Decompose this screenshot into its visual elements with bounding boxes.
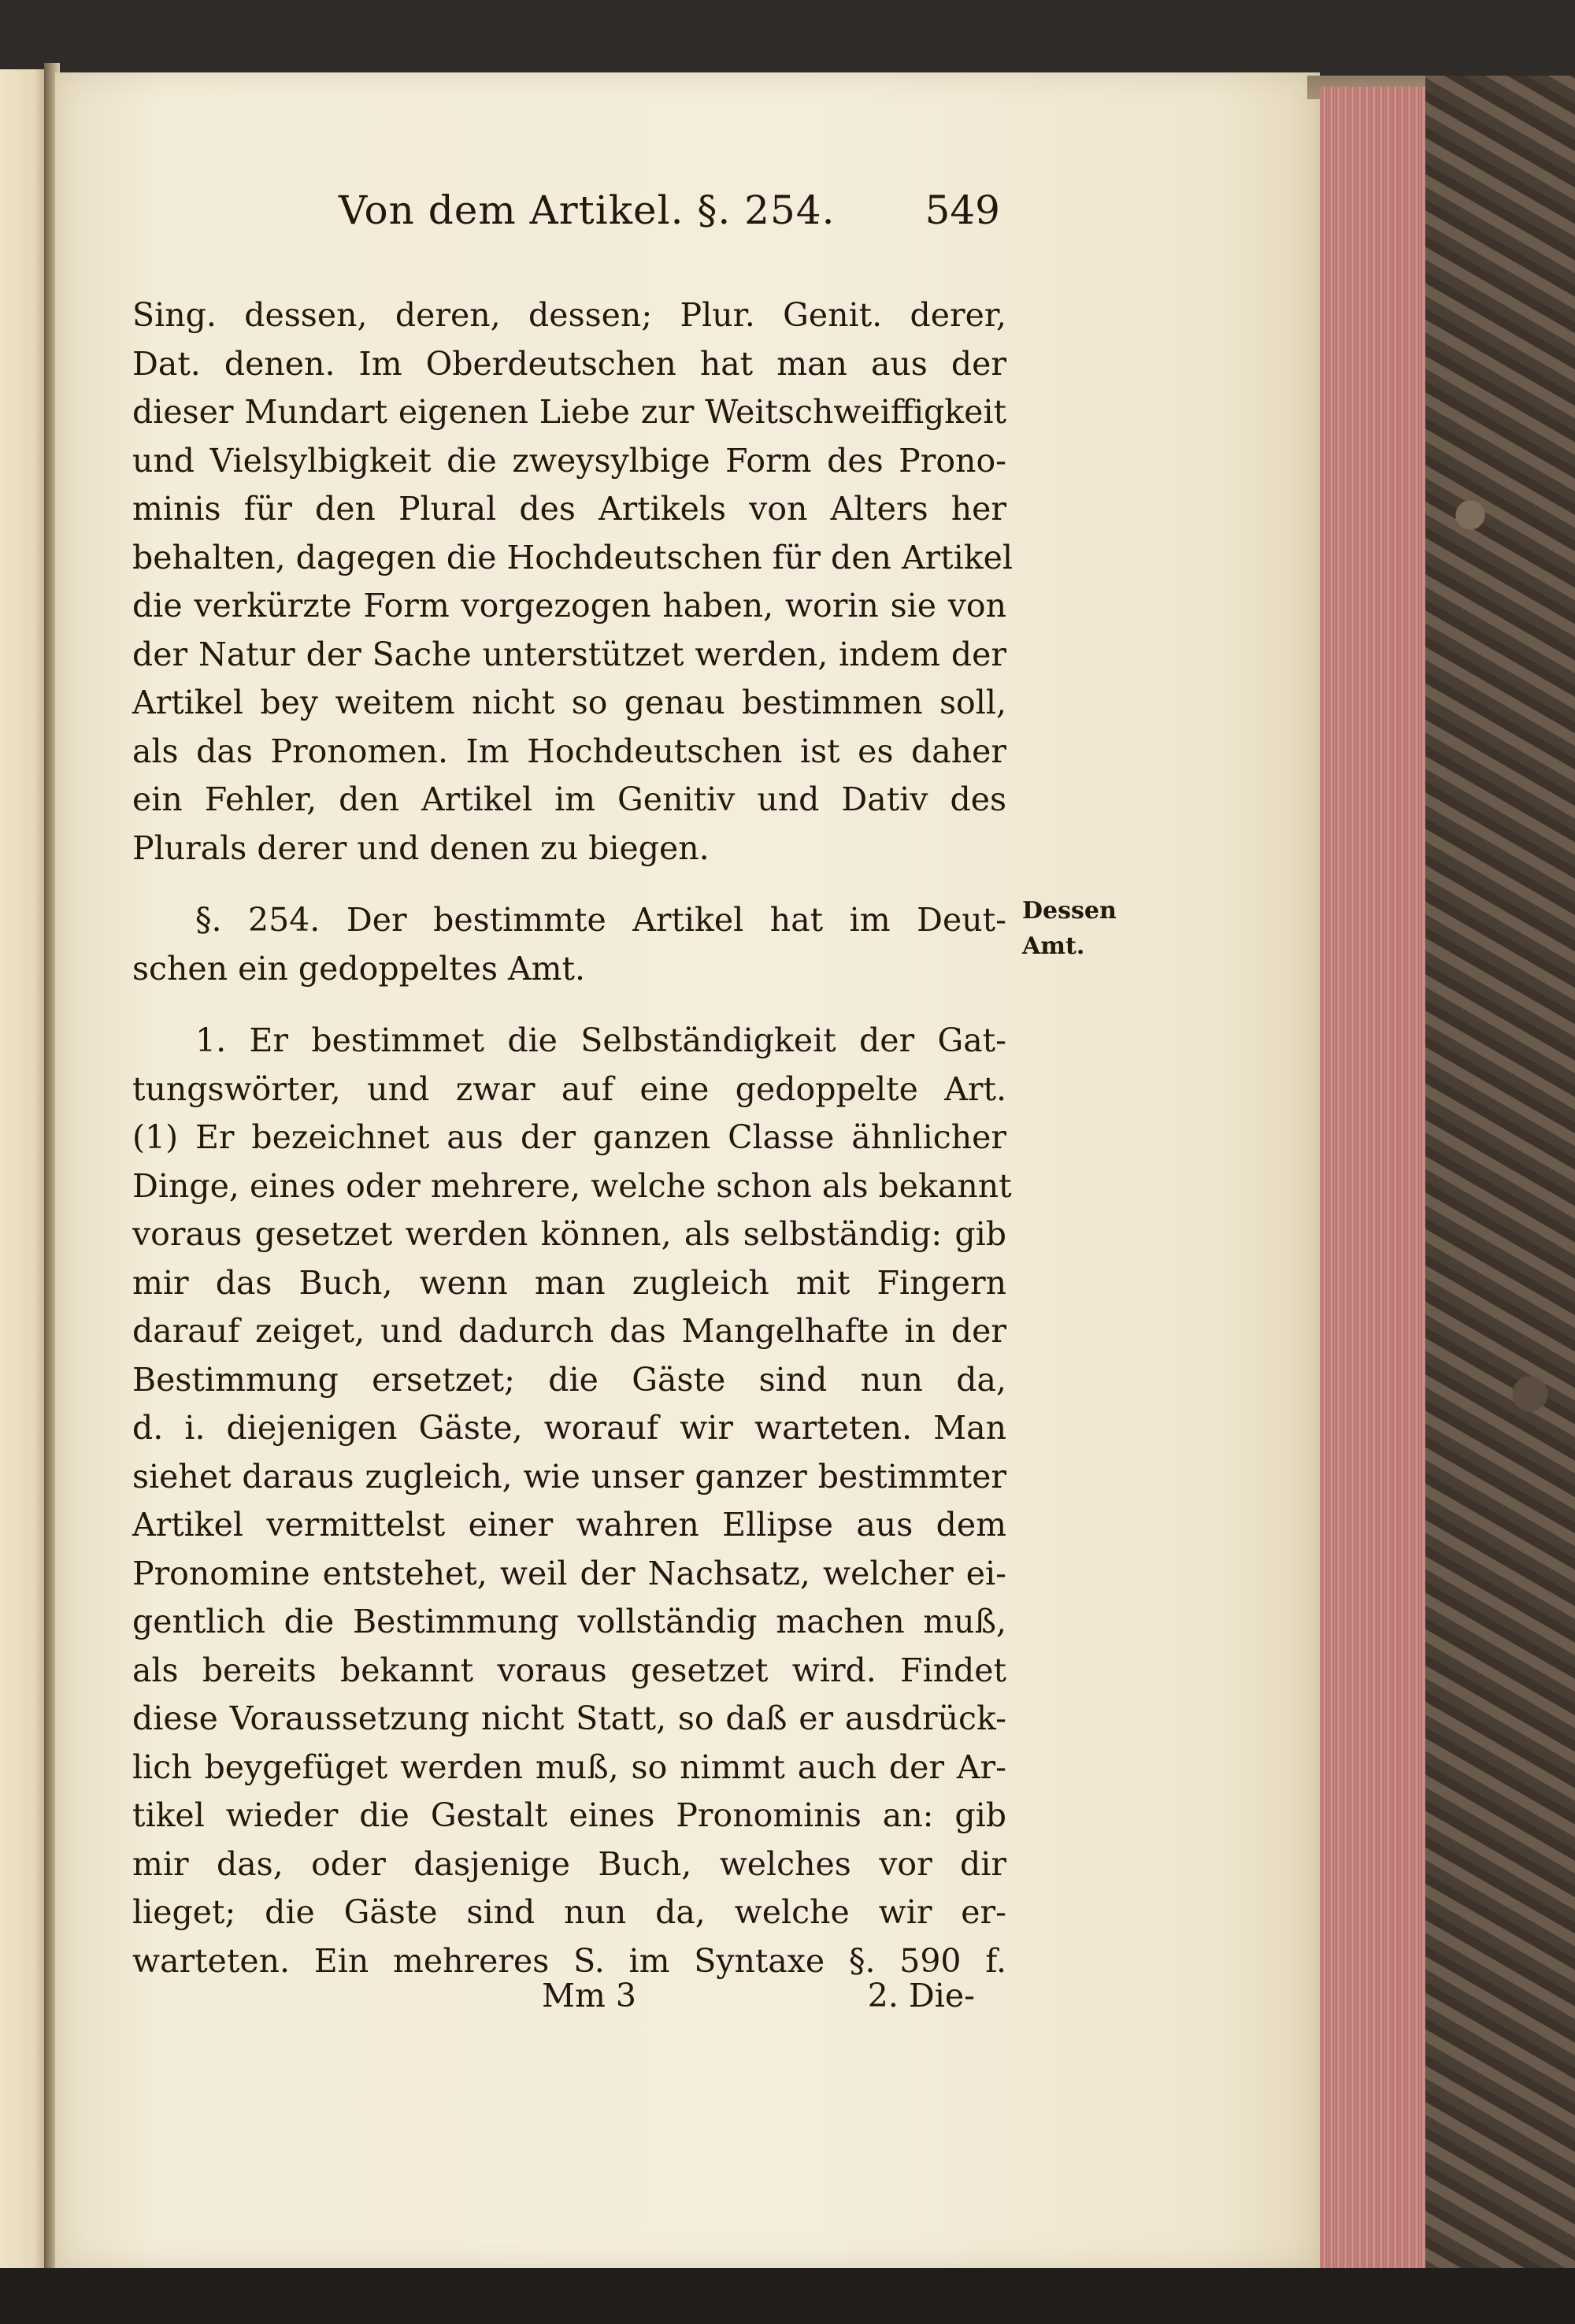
page-footer (132, 1977, 1006, 2024)
running-head-title: Von dem Artikel. §. 254. (339, 187, 836, 233)
page-number: 549 (925, 187, 1000, 233)
text-line: und Vielsylbigkeit die zweysylbige Form des Prono- (132, 441, 1006, 480)
facing-page (0, 69, 49, 2274)
point-line: siehet daraus zugleich, wie unser ganzer bestimmter (132, 1457, 1006, 1496)
point-line: diese Voraussetzung nicht Statt, so daß er ausdrück- (132, 1699, 1006, 1737)
text-line: Artikel bey weitem nicht so genau bestimmen soll, (132, 684, 1006, 721)
point-line: voraus gesetzet werden können, als selbständig: gib (132, 1215, 1006, 1253)
text-line: ein Fehler, den Artikel im Genitiv und Dativ des (132, 780, 1006, 818)
text-line: Sing. dessen, deren, dessen; Plur. Genit. derer, (132, 296, 1006, 334)
point-line: Dinge, eines oder mehrere, welche schon als bekannt (132, 1166, 1012, 1205)
red-page-edges (1320, 87, 1430, 2268)
point-line: darauf zeiget, und dadurch das Mangelhafte in der (132, 1312, 1006, 1350)
text-line: als das Pronomen. Im Hochdeutschen ist es daher (132, 732, 1006, 770)
text-line: der Natur der Sache unterstützet werden, indem der (132, 635, 1006, 673)
background-shadow (0, 2268, 1575, 2324)
page-body (132, 291, 1013, 1985)
point-line: Pronomine entstehet, weil der Nachsatz, welcher ei- (132, 1554, 1006, 1592)
point-line: als bereits bekannt voraus gesetzet wird. Findet (132, 1651, 1006, 1689)
text-line: Dat. denen. Im Oberdeutschen hat man aus der (132, 344, 1006, 383)
catchword: 2. Die- (867, 1977, 975, 2015)
text-line: die verkürzte Form vorgezogen haben, worin sie von (132, 587, 1006, 625)
point-line: (1) Er bezeichnet aus der ganzen Classe ähnlicher (132, 1118, 1006, 1156)
point-line: lich beygefüget werden muß, so nimmt auch der Ar- (132, 1748, 1006, 1786)
point-line: gentlich die Bestimmung vollständig machen muß, (132, 1603, 1006, 1640)
text-line: dieser Mundart eigenen Liebe zur Weitschweiffigkeit (132, 393, 1006, 431)
margin-note-line: Amt. (1022, 932, 1085, 960)
text-line: minis für den Plural des Artikels von Alters her (132, 490, 1006, 528)
point-line: lieget; die Gäste sind nun da, welche wir er- (132, 1893, 1006, 1931)
margin-note-line: Dessen (1022, 897, 1117, 925)
point-line: mir das Buch, wenn man zugleich mit Fingern (132, 1263, 1006, 1302)
point-line: d. i. diejenigen Gäste, worauf wir warteten. Man (132, 1409, 1006, 1447)
point-line: Artikel vermittelst einer wahren Ellipse aus dem (132, 1506, 1006, 1544)
running-head (339, 187, 1000, 243)
point-line: Bestimmung ersetzet; die Gäste sind nun da, (132, 1360, 1006, 1399)
marbled-cover (1425, 76, 1575, 2273)
point-line: tikel wieder die Gestalt eines Pronominis an: gib (132, 1796, 1006, 1834)
point-line: 1. Er bestimmet die Selbständigkeit der Gat- (195, 1021, 1006, 1059)
section-heading-line: schen ein gedoppeltes Amt. (132, 949, 586, 988)
point-line: warteten. Ein mehreres S. im Syntaxe §. 590 f. (132, 1941, 1006, 1980)
point-line: mir das, oder dasjenige Buch, welches vor dir (132, 1844, 1006, 1883)
section-heading-line: §. 254. Der bestimmte Artikel hat im Deut- (195, 901, 1006, 939)
margin-note (1022, 893, 1117, 964)
text-line: Plurals derer und denen zu biegen. (132, 828, 710, 867)
point-line: tungswörter, und zwar auf eine gedoppelte Art. (132, 1069, 1006, 1108)
text-line: behalten, dagegen die Hochdeutschen für den Artikel (132, 538, 1013, 576)
signature-mark: Mm 3 (542, 1977, 636, 2015)
